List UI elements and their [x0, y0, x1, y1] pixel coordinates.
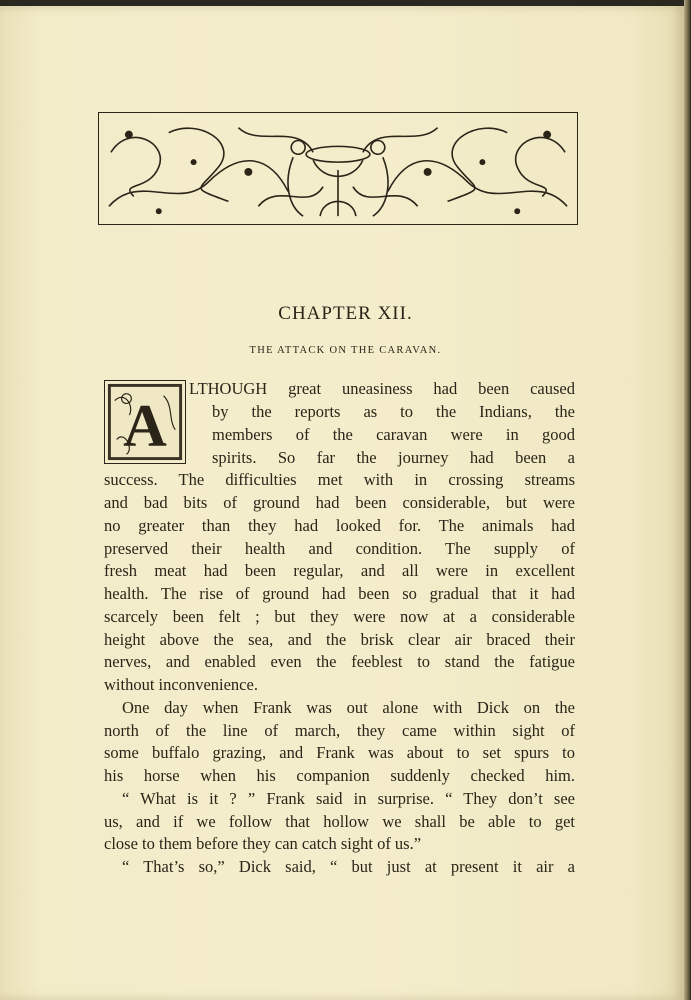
text-line: fresh meat had been regular, and all were in excellent	[104, 561, 575, 580]
ornamental-headpiece	[98, 112, 578, 225]
text-line: close to them before they can catch sight of us.”	[104, 834, 422, 853]
drop-cap-letter: A	[123, 392, 167, 460]
text-line: height above the sea, and the brisk clear air braced their	[104, 630, 575, 649]
text-line: LTHOUGH great uneasiness had been caused	[189, 379, 575, 398]
chapter-heading: CHAPTER XII.	[278, 303, 413, 324]
text-line: scarcely been felt ; but they were now at a considerable	[104, 607, 575, 626]
text-line: by the reports as to the Indians, the	[212, 402, 575, 421]
text-line: success. The difficulties met with in crossing streams	[104, 470, 575, 489]
text-line: us, and if we follow that hollow we shall be able to get	[104, 812, 575, 831]
text-line: north of the line of march, they came within sight of	[104, 721, 575, 740]
text-line: some buffalo grazing, and Frank was about to set spurs to	[104, 743, 575, 762]
text-line: no greater than they had looked for. The animals had	[104, 516, 575, 535]
text-line: health. The rise of ground had been so gradual that it had	[104, 584, 575, 603]
text-line: without inconvenience.	[104, 675, 258, 694]
text-line: One day when Frank was out alone with Dick on the	[122, 698, 575, 717]
text-line: members of the caravan were in good	[212, 425, 575, 444]
chapter-subtitle: THE ATTACK ON THE CARAVAN.	[249, 345, 442, 356]
text-line: “ That’s so,” Dick said, “ but just at present it air a	[122, 857, 575, 876]
text-line: and bad bits of ground had been considerable, but were	[104, 493, 575, 512]
text-line: spirits. So far the journey had been a	[212, 448, 575, 467]
text-line: preserved their health and condition. The supply of	[104, 539, 575, 558]
text-line: “ What is it ? ” Frank said in surprise. “ They don’t see	[122, 789, 575, 808]
book-edge	[684, 0, 691, 1000]
text-line: nerves, and enabled even the feeblest to stand the fatigue	[104, 652, 575, 671]
drop-cap-ornament	[104, 380, 186, 464]
text-line: his horse when his companion suddenly checked him.	[104, 766, 575, 785]
